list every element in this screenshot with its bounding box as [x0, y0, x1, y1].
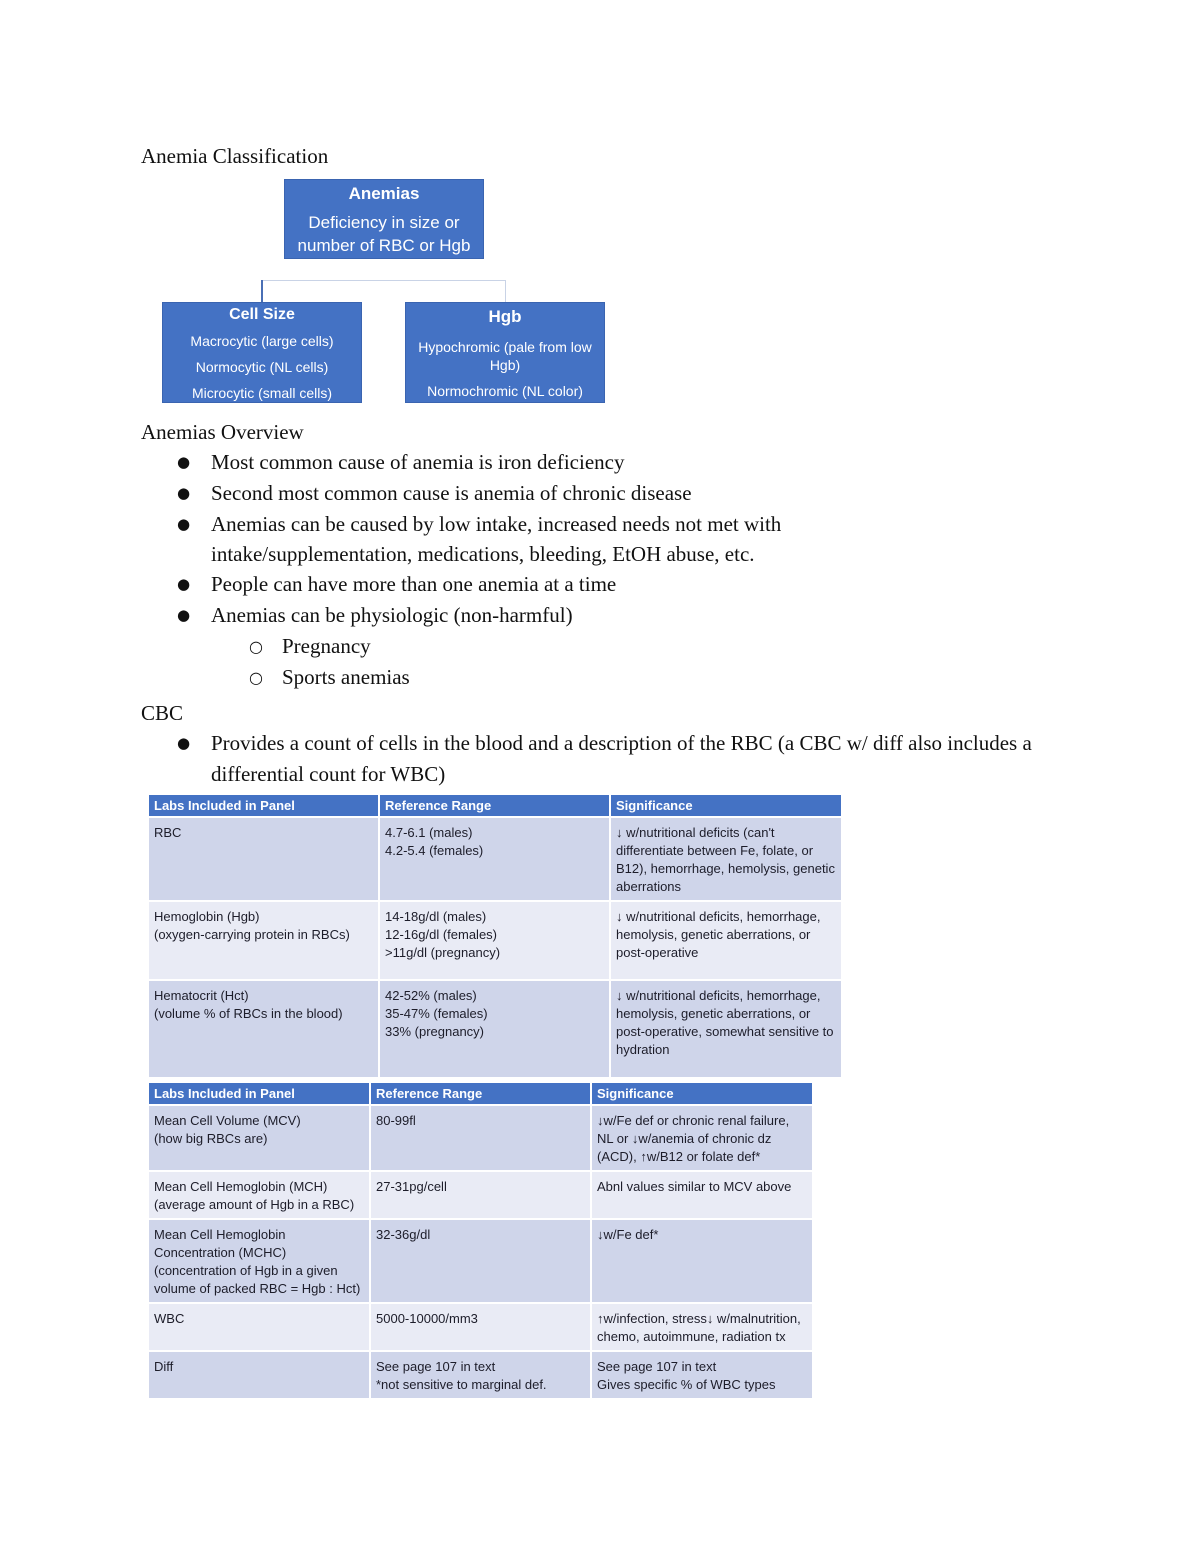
column-header-significance: Significance [591, 1083, 812, 1105]
table-row [149, 1351, 812, 1398]
table-cell-lab: RBC [149, 817, 379, 901]
table-cell-lab: Mean Cell Hemoglobin Concentration (MCHC) (concentration of Hgb in a given volume of packed RBC = Hgb : Hct) [149, 1219, 370, 1303]
column-header-reference-range: Reference Range [370, 1083, 591, 1105]
diagram-cell-size-box [162, 302, 362, 403]
cbc-lab-table-1 [149, 795, 841, 1077]
diagram-cell-size-item-2: Normocytic (NL cells) [195, 359, 329, 375]
diagram-hgb-item-1-line-2: Hgb) [489, 357, 521, 373]
cbc-bullet-list [0, 728, 1041, 790]
table-cell-significance: ↓w/Fe def* [591, 1219, 812, 1303]
diagram-cell-size-title: Cell Size [229, 306, 295, 323]
table-cell-range: 5000-10000/mm3 [370, 1303, 591, 1351]
table-row [149, 1171, 812, 1219]
diagram-connector-horizontal [261, 280, 506, 281]
cbc-lab-table-2 [149, 1083, 812, 1398]
list-item: ● Most common cause of anemia is iron deficiency [0, 447, 1111, 478]
table-cell-significance: ↓ w/nutritional deficits (can't differentiate between Fe, folate, or B12), hemorrhage, hemolysis, genetic aberrations [610, 817, 841, 901]
table-cell-significance: ↓ w/nutritional deficits, hemorrhage, hemolysis, genetic aberrations, or post-operative [610, 901, 841, 980]
table-cell-significance: ↑w/infection, stress↓ w/malnutrition, chemo, autoimmune, radiation tx [591, 1303, 812, 1351]
list-item: ● Second most common cause is anemia of chronic disease [0, 478, 1111, 509]
diagram-root-line2: number of RBC or Hgb [297, 236, 471, 255]
diagram-hgb-title: Hgb [488, 307, 522, 326]
list-item: ● Provides a count of cells in the blood and a description of the RBC (a CBC w/ diff also includes a differential count for WBC) [0, 728, 1041, 790]
column-header-significance: Significance [610, 795, 841, 817]
diagram-root-title: Anemias [348, 184, 420, 203]
sub-list-item: ○ Pregnancy [0, 631, 1182, 662]
column-header-labs: Labs Included in Panel [149, 1083, 370, 1105]
table-row [149, 1219, 812, 1303]
table-cell-lab: Mean Cell Volume (MCV) (how big RBCs are) [149, 1105, 370, 1171]
table-cell-lab: Mean Cell Hemoglobin (MCH) (average amount of Hgb in a RBC) [149, 1171, 370, 1219]
table-row [149, 817, 841, 901]
diagram-cell-size-item-1: Macrocytic (large cells) [190, 333, 334, 349]
diagram-hgb-item-2: Normochromic (NL color) [427, 383, 583, 399]
column-header-reference-range: Reference Range [379, 795, 610, 817]
table-cell-lab: Hemoglobin (Hgb) (oxygen-carrying protein in RBCs) [149, 901, 379, 980]
table-cell-significance: See page 107 in text Gives specific % of WBC types [591, 1351, 812, 1398]
diagram-cell-size-item-3: Microcytic (small cells) [192, 385, 332, 401]
table-cell-range: 27-31pg/cell [370, 1171, 591, 1219]
diagram-hgb-item-1-line-1: Hypochromic (pale from low [418, 339, 592, 355]
column-header-labs: Labs Included in Panel [149, 795, 379, 817]
list-item: ● Anemias can be physiologic (non-harmful) [0, 600, 1111, 631]
table-cell-significance: ↓w/Fe def or chronic renal failure, NL or ↓w/anemia of chronic dz (ACD), ↑w/B12 or folate def* [591, 1105, 812, 1171]
table-cell-lab: WBC [149, 1303, 370, 1351]
table-cell-range: 4.7-6.1 (males) 4.2-5.4 (females) [379, 817, 610, 901]
list-item: ● Anemias can be caused by low intake, increased needs not met with intake/supplementation, medications, bleeding, EtOH abuse, etc. [0, 509, 851, 569]
table-cell-lab: Diff [149, 1351, 370, 1398]
section-heading-anemia-classification: Anemia Classification [141, 144, 329, 168]
table-row [149, 1303, 812, 1351]
sub-list-item: ○ Sports anemias [0, 662, 1182, 693]
table-cell-lab: Hematocrit (Hct) (volume % of RBCs in the blood) [149, 980, 379, 1077]
table-cell-range: 14-18g/dl (males) 12-16g/dl (females) >11g/dl (pregnancy) [379, 901, 610, 980]
table-cell-range: 32-36g/dl [370, 1219, 591, 1303]
table-cell-range: 80-99fl [370, 1105, 591, 1171]
section-heading-anemias-overview: Anemias Overview [141, 420, 304, 444]
diagram-root-line1: Deficiency in size or [308, 213, 460, 232]
table-row [149, 1105, 812, 1171]
table-cell-significance: ↓ w/nutritional deficits, hemorrhage, hemolysis, genetic aberrations, or post-operative, somewhat sensitive to hydration [610, 980, 841, 1077]
overview-bullet-list [0, 447, 1182, 693]
diagram-hgb-box [405, 302, 605, 403]
table-row [149, 901, 841, 980]
diagram-root-box [284, 179, 484, 259]
table-cell-range: See page 107 in text *not sensitive to marginal def. [370, 1351, 591, 1398]
table-header-row [149, 795, 841, 817]
table-cell-significance: Abnl values similar to MCV above [591, 1171, 812, 1219]
list-item: ● People can have more than one anemia at a time [0, 569, 1111, 600]
diagram-connector-left [261, 280, 263, 303]
table-header-row [149, 1083, 812, 1105]
section-heading-cbc: CBC [141, 701, 184, 725]
table-cell-range: 42-52% (males) 35-47% (females) 33% (pregnancy) [379, 980, 610, 1077]
diagram-connector-right [505, 280, 506, 303]
table-row [149, 980, 841, 1077]
